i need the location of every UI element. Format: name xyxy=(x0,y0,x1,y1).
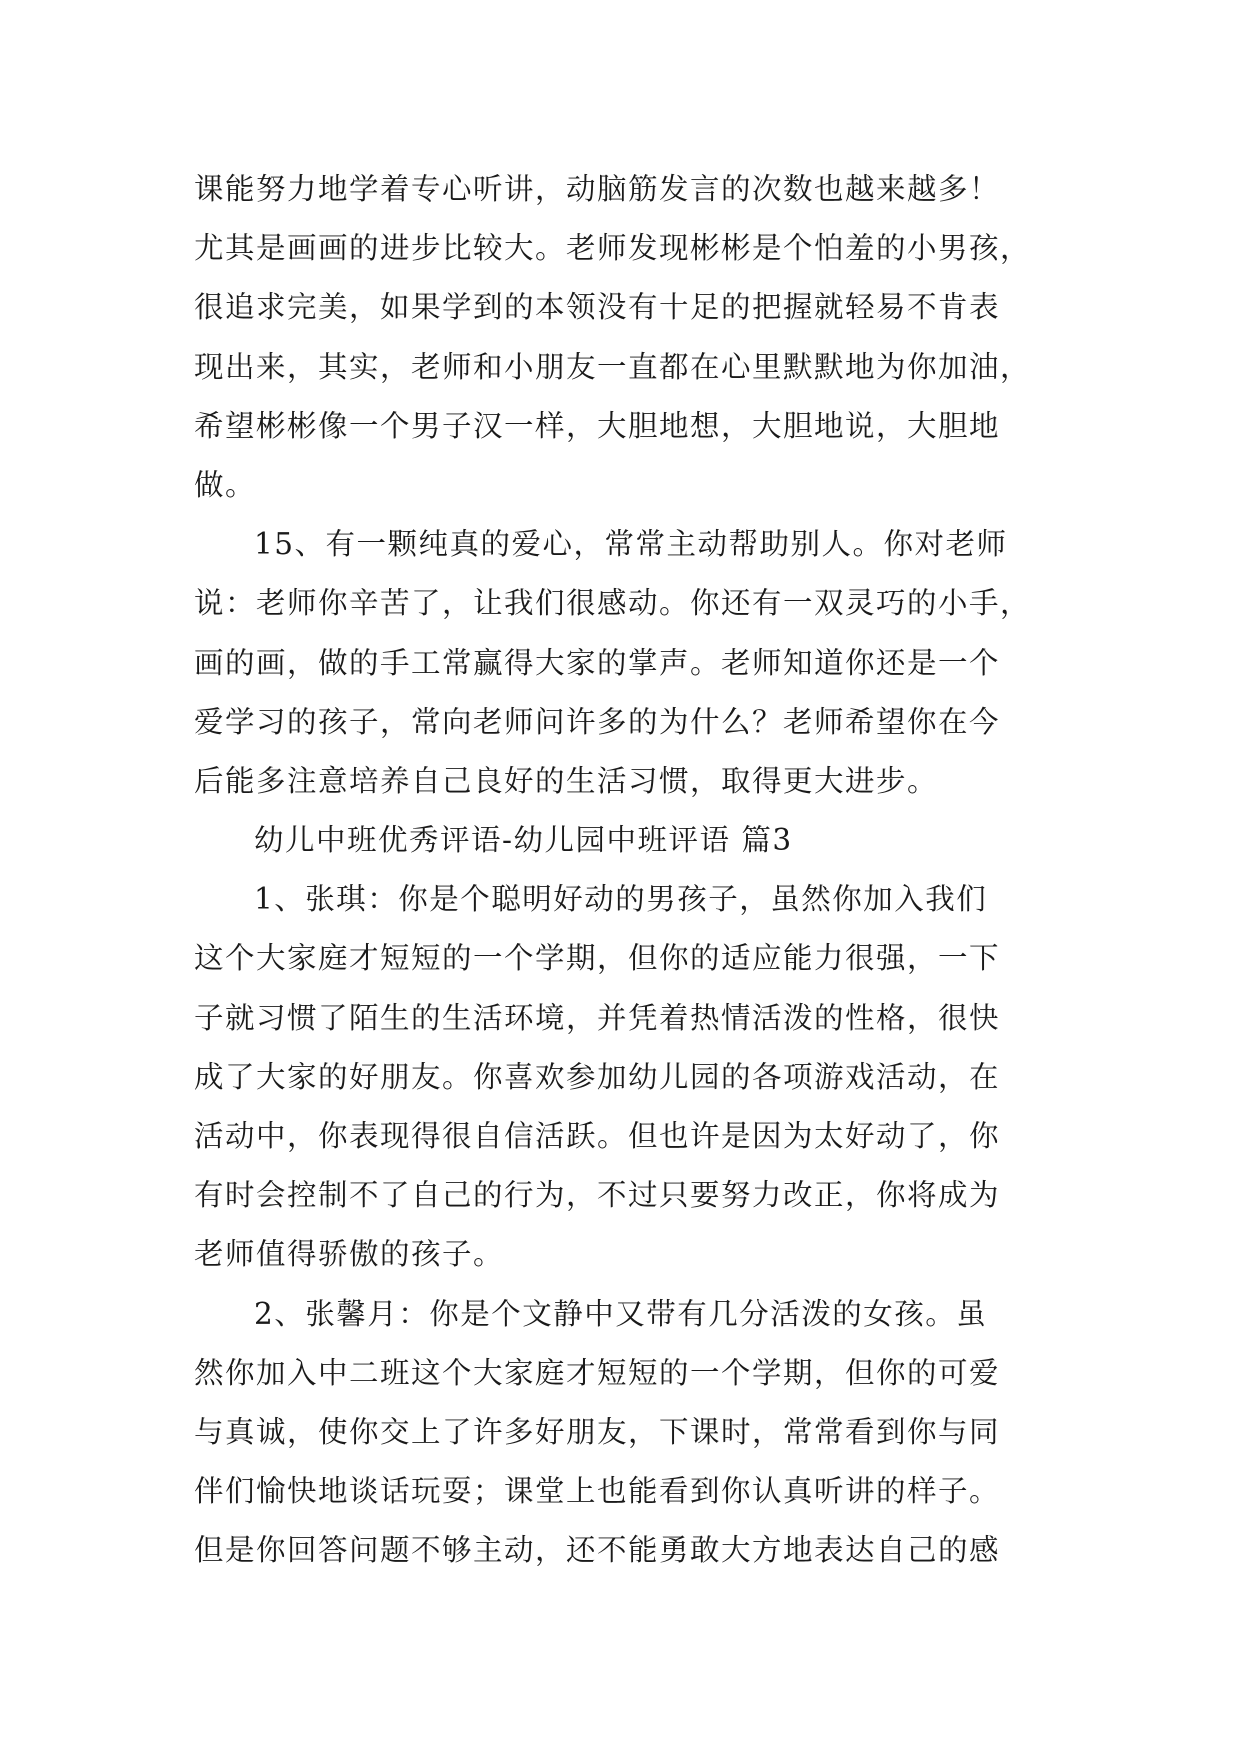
text-line: 爱学习的孩子，常向老师问许多的为什么？老师希望你在今 xyxy=(194,704,1001,739)
text-line: 成了大家的好朋友。你喜欢参加幼儿园的各项游戏活动，在 xyxy=(194,1059,1001,1094)
text-line: 与真诚，使你交上了许多好朋友，下课时，常常看到你与同 xyxy=(194,1414,1001,1449)
text-line: 幼儿中班优秀评语-幼儿园中班评语 篇3 xyxy=(254,823,793,858)
text-line: 做。 xyxy=(194,467,257,502)
text-line: 2、张馨月：你是个文静中又带有几分活泼的女孩。虽 xyxy=(254,1296,988,1331)
text-line: 希望彬彬像一个男子汉一样，大胆地想，大胆地说，大胆地 xyxy=(194,408,1001,443)
text-line: 这个大家庭才短短的一个学期，但你的适应能力很强，一下 xyxy=(194,941,1001,976)
text-line: 现出来，其实，老师和小朋友一直都在心里默默地为你加油， xyxy=(194,349,1032,384)
text-line: 后能多注意培养自己良好的生活习惯，取得更大进步。 xyxy=(194,763,939,798)
text-line: 很追求完美，如果学到的本领没有十足的把握就轻易不肯表 xyxy=(194,290,1001,325)
text-line: 1、张琪：你是个聪明好动的男孩子，虽然你加入我们 xyxy=(254,882,988,917)
text-line: 伴们愉快地谈话玩耍；课堂上也能看到你认真听讲的样子。 xyxy=(194,1474,1001,1509)
text-line: 课能努力地学着专心听讲，动脑筋发言的次数也越来越多！ xyxy=(194,172,1001,206)
text-line: 画的画，做的手工常赢得大家的掌声。老师知道你还是一个 xyxy=(194,645,1001,680)
text-line: 尤其是画画的进步比较大。老师发现彬彬是个怕羞的小男孩， xyxy=(194,231,1032,266)
text-line: 但是你回答问题不够主动，还不能勇敢大方地表达自己的感 xyxy=(194,1533,1001,1568)
text-line: 15、有一颗纯真的爱心，常常主动帮助别人。你对老师 xyxy=(254,527,1008,562)
text-line: 有时会控制不了自己的行为，不过只要努力改正，你将成为 xyxy=(194,1178,1001,1213)
document-body xyxy=(194,160,1054,1581)
text-line: 活动中，你表现得很自信活跃。但也许是因为太好动了，你 xyxy=(194,1119,1001,1153)
text-line: 然你加入中二班这个大家庭才短短的一个学期，但你的可爱 xyxy=(194,1355,1001,1390)
text-line: 老师值得骄傲的孩子。 xyxy=(194,1237,505,1272)
text-line: 说：老师你辛苦了，让我们很感动。你还有一双灵巧的小手， xyxy=(194,586,1032,621)
text-line: 子就习惯了陌生的生活环境，并凭着热情活泼的性格，很快 xyxy=(194,1000,1001,1035)
